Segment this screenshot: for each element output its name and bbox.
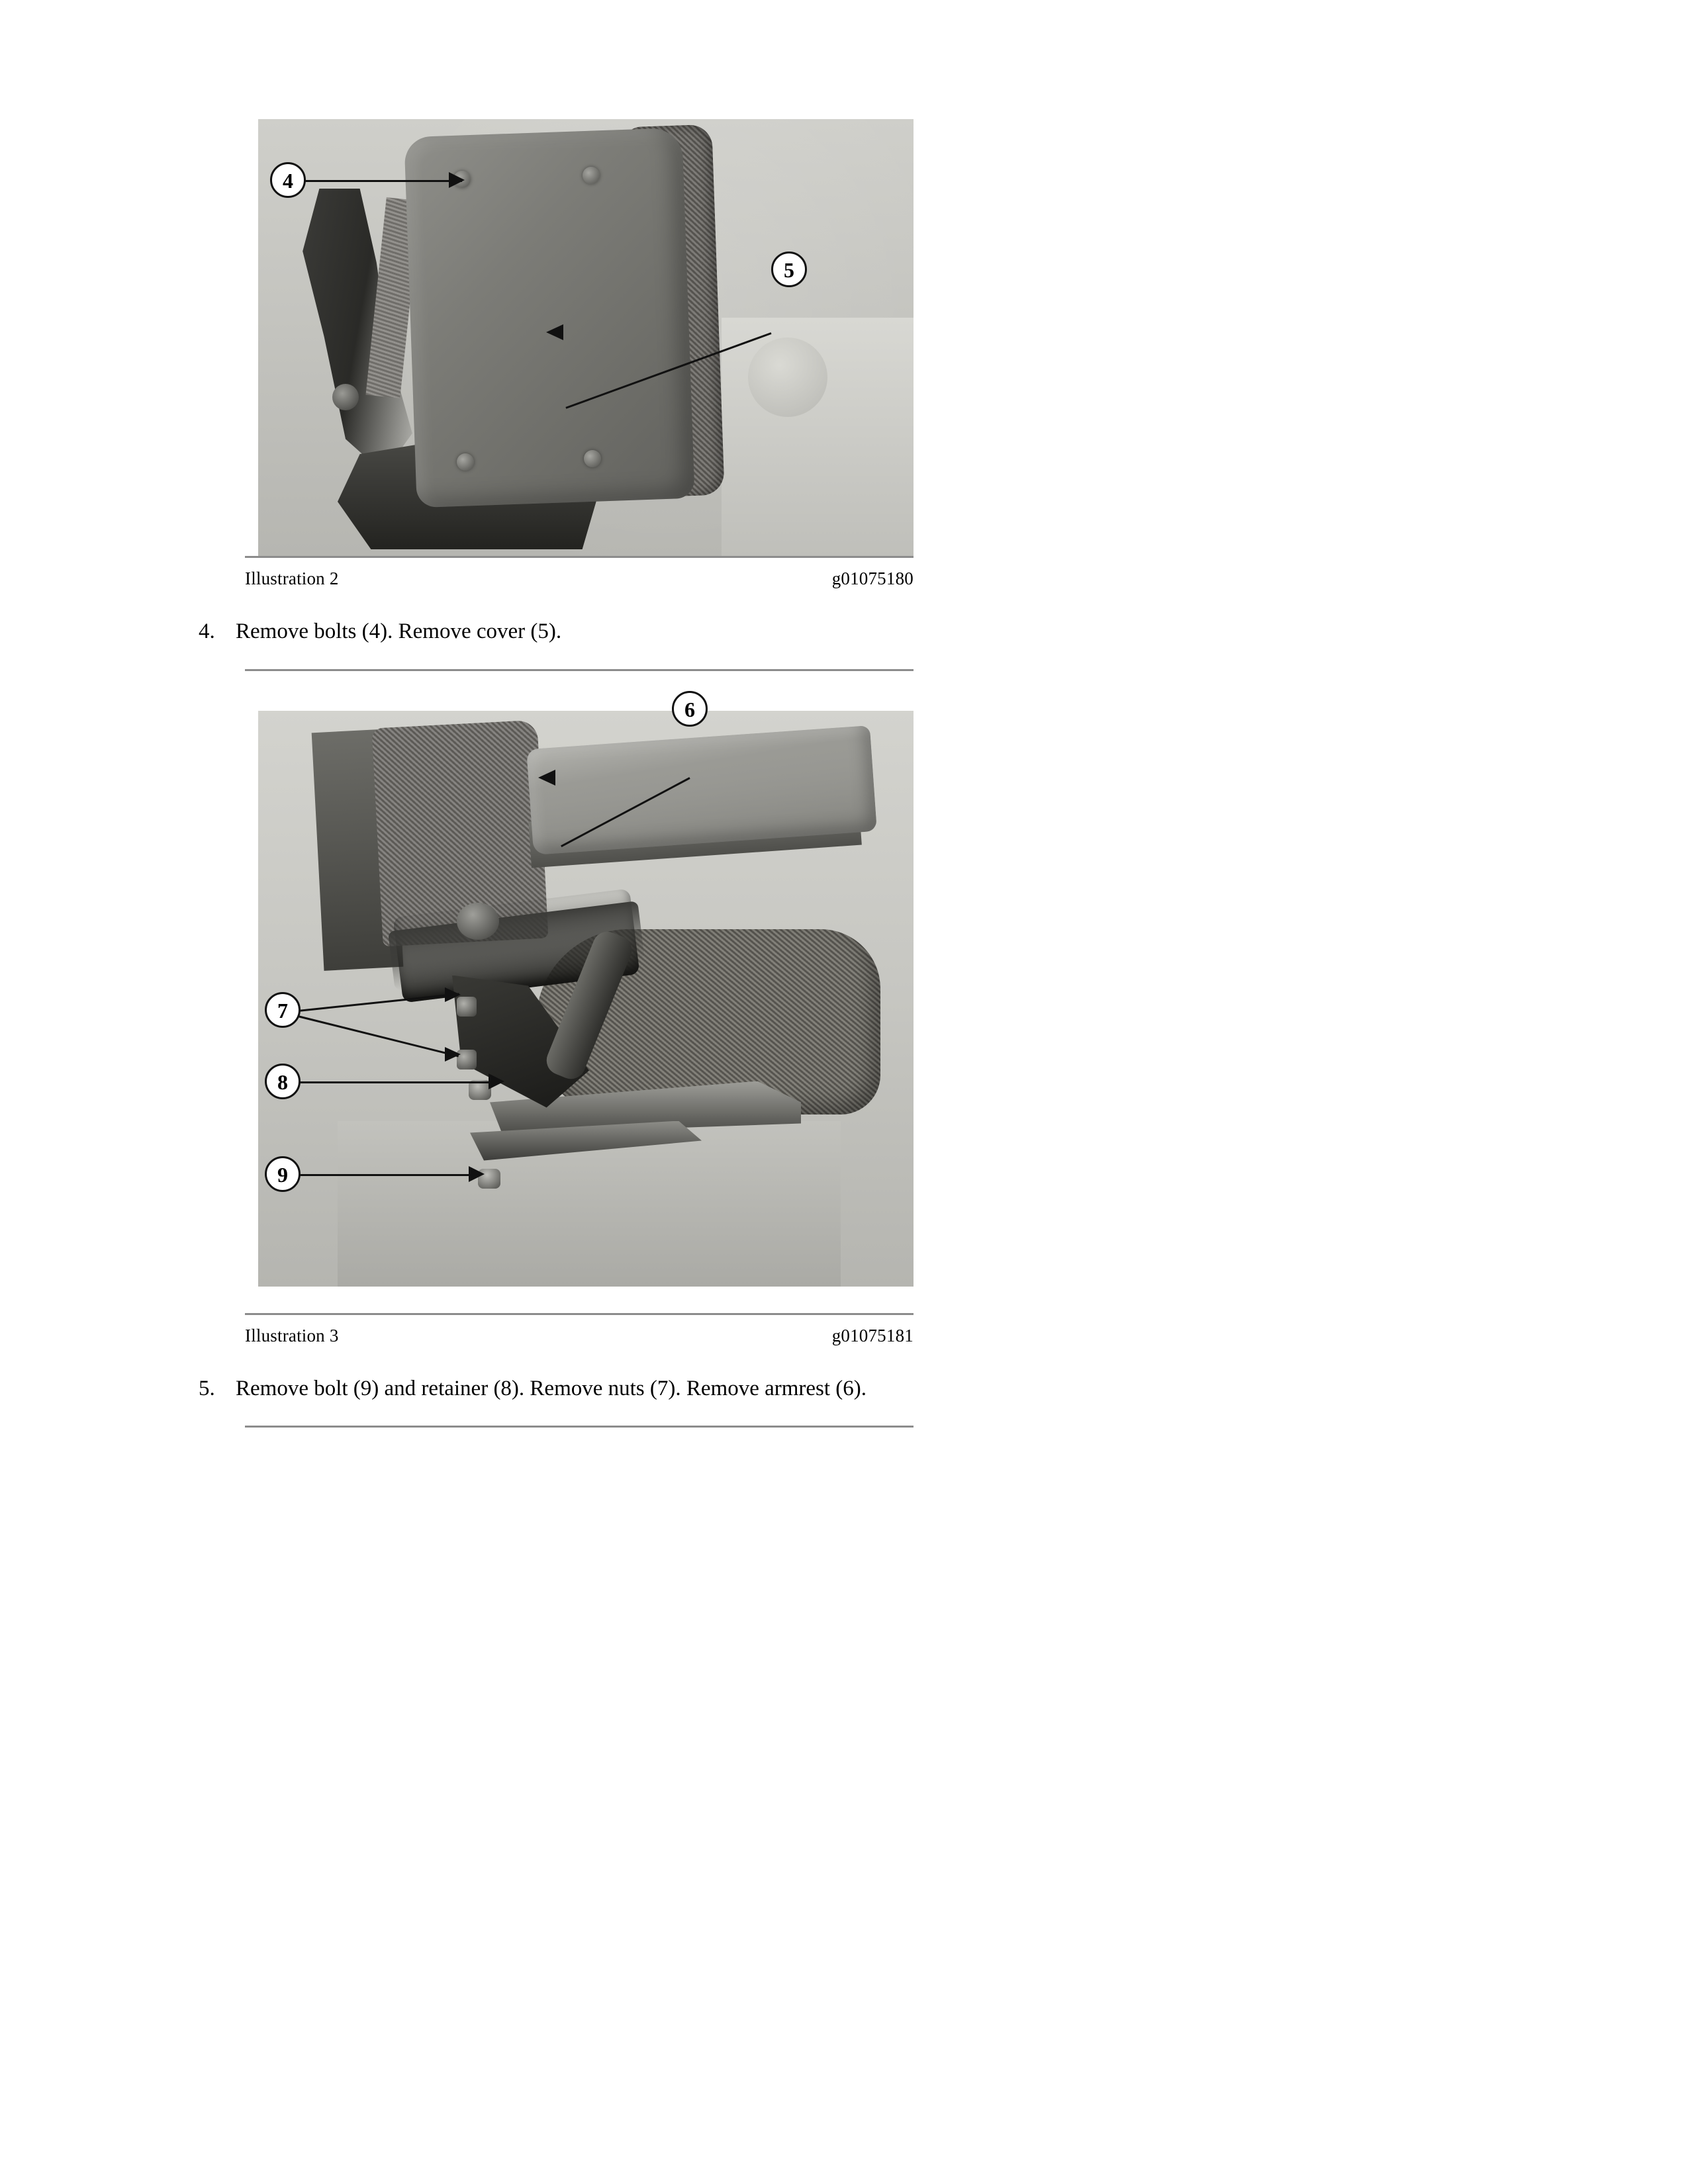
illustration-2-caption — [245, 558, 914, 594]
callout-7: 7 — [265, 992, 301, 1028]
callout-6: 6 — [672, 691, 708, 727]
photo2-adjust-knob — [457, 903, 499, 940]
callout-9: 9 — [265, 1156, 301, 1192]
page-content — [199, 119, 933, 1428]
callout-5: 5 — [771, 251, 807, 287]
illustration-3-label: Illustration 3 — [245, 1325, 339, 1345]
callout-4: 4 — [270, 162, 306, 198]
arrowhead-4 — [449, 172, 465, 188]
photo1-pivot — [332, 384, 359, 410]
leader-line-7b — [298, 1015, 459, 1057]
step-4 — [199, 617, 933, 647]
callout-8: 8 — [265, 1064, 301, 1099]
leader-line-9 — [299, 1174, 478, 1176]
photo1-bolt-lower-left — [457, 453, 474, 471]
arrowhead-9 — [469, 1166, 485, 1182]
photo1-background-knob — [748, 338, 827, 417]
arrowhead-8 — [489, 1073, 504, 1089]
leader-line-7a — [298, 993, 459, 1012]
illustration-2-label: Illustration 2 — [245, 569, 339, 588]
illustration-3-graphic-number: g01075181 — [831, 1325, 914, 1345]
illustration-3-photo — [258, 697, 914, 1287]
arrowhead-7a — [445, 987, 461, 1002]
step-4-number: 4. — [199, 619, 215, 643]
photo1-backrest-cover — [404, 128, 694, 508]
step-5-text: Remove bolt (9) and retainer (8). Remove nuts (7). Remove armrest (6). — [236, 1376, 867, 1400]
figure-illustration-3 — [199, 697, 933, 1351]
page-bottom-rule — [245, 1426, 914, 1428]
figure-2-rule-top — [245, 669, 914, 671]
arrowhead-6 — [538, 770, 555, 786]
arrowhead-7b — [445, 1047, 461, 1062]
arrowhead-5 — [546, 324, 563, 340]
illustration-3-caption — [245, 1315, 914, 1351]
step-4-text: Remove bolts (4). Remove cover (5). — [236, 619, 562, 643]
step-5-number: 5. — [199, 1376, 215, 1400]
photo1-bolt-lower-right — [584, 450, 601, 467]
step-5 — [199, 1374, 933, 1404]
leader-line-8 — [299, 1081, 498, 1083]
illustration-2-graphic-number: g01075180 — [831, 569, 914, 588]
figure-illustration-2 — [199, 119, 933, 594]
leader-line-4 — [305, 180, 462, 182]
photo1-bolt-upper-right — [583, 167, 600, 184]
illustration-2-photo — [258, 119, 914, 556]
